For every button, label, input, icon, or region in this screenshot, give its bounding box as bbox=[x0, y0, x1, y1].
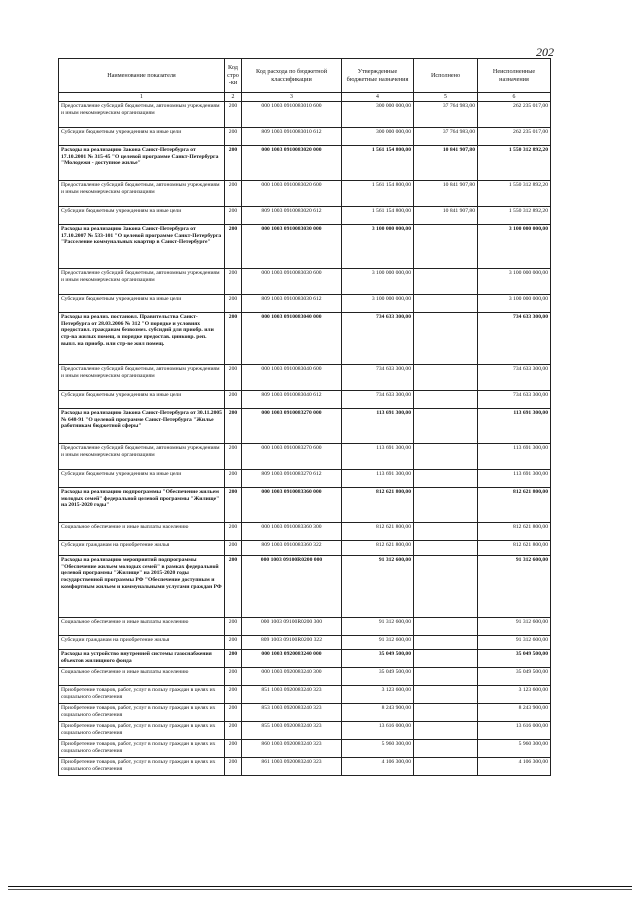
row-remaining-amount: 8 243 900,00 bbox=[478, 704, 551, 722]
row-executed-amount bbox=[414, 686, 478, 704]
table-row bbox=[59, 686, 551, 704]
row-remaining-amount: 113 691 300,00 bbox=[478, 444, 551, 470]
row-approved-amount: 3 123 600,00 bbox=[342, 686, 414, 704]
row-budget-code: 000 1003 0910083360 000 bbox=[242, 488, 342, 523]
column-header-name: Наименование показателя bbox=[59, 59, 225, 93]
row-name: Предоставление субсидий бюджетным, автономным учреждениям и иным некоммерческим организациям bbox=[59, 269, 225, 295]
row-name: Расходы на реализ. постановл. Правительства Санкт-Петербурга от 28.03.2006 № 312 "О порядке и условиях предоставл. гражданам безвозмез. субсидий для приобр. или стр-ва жилых помещ. в порядке предостав. цинковр. реп. выпл. на приобр. или стр-ве жил помещ. bbox=[59, 313, 225, 365]
row-budget-code: 000 1003 09100R0200 000 bbox=[242, 556, 342, 618]
table-row bbox=[59, 365, 551, 391]
row-remaining-amount: 1 550 312 892,20 bbox=[478, 207, 551, 225]
table-row bbox=[59, 704, 551, 722]
row-remaining-amount: 734 633 300,00 bbox=[478, 391, 551, 409]
table-row bbox=[59, 313, 551, 365]
bottom-rule bbox=[8, 886, 632, 887]
row-name: Предоставление субсидий бюджетным, автономным учреждениям и иным некоммерческим организациям bbox=[59, 444, 225, 470]
row-name: Приобретение товаров, работ, услуг в пользу граждан в целях их социального обеспечения bbox=[59, 722, 225, 740]
row-line-code: 200 bbox=[225, 391, 242, 409]
row-approved-amount: 1 561 154 800,00 bbox=[342, 181, 414, 207]
row-executed-amount bbox=[414, 269, 478, 295]
row-approved-amount: 812 621 800,00 bbox=[342, 488, 414, 523]
row-name: Расходы на реализацию Закона Санкт-Петербурга от 17.10.2001 № 315-45 "О целевой программе Санкт-Петербурга "Молодежи - доступное жилье" bbox=[59, 146, 225, 181]
row-budget-code: 000 1003 0910083360 300 bbox=[242, 523, 342, 541]
row-approved-amount: 3 100 000 000,00 bbox=[342, 295, 414, 313]
row-name: Расходы на реализацию Закона Санкт-Петербурга от 30.11.2005 № 648-91 "О целевой программе Санкт-Петербурга "Жилье работникам бюджетной сферы" bbox=[59, 409, 225, 444]
row-approved-amount: 35 049 500,00 bbox=[342, 650, 414, 668]
row-budget-code: 000 1003 0910083020 600 bbox=[242, 181, 342, 207]
budget-execution-table bbox=[58, 58, 551, 776]
table-row bbox=[59, 146, 551, 181]
table-row bbox=[59, 444, 551, 470]
row-remaining-amount: 812 621 800,00 bbox=[478, 523, 551, 541]
row-line-code: 200 bbox=[225, 704, 242, 722]
row-remaining-amount: 113 691 300,00 bbox=[478, 470, 551, 488]
table-row bbox=[59, 556, 551, 618]
row-line-code: 200 bbox=[225, 102, 242, 128]
row-remaining-amount: 812 621 800,00 bbox=[478, 541, 551, 556]
row-executed-amount: 37 764 983,00 bbox=[414, 102, 478, 128]
column-number: 4 bbox=[342, 93, 414, 102]
row-budget-code: 855 1003 0920083240 323 bbox=[242, 722, 342, 740]
row-remaining-amount: 734 633 300,00 bbox=[478, 313, 551, 365]
row-approved-amount: 91 312 600,00 bbox=[342, 618, 414, 636]
row-budget-code: 861 1003 0920083240 323 bbox=[242, 758, 342, 776]
row-line-code: 200 bbox=[225, 556, 242, 618]
row-executed-amount bbox=[414, 444, 478, 470]
row-budget-code: 000 1003 0920083240 300 bbox=[242, 668, 342, 686]
row-name: Субсидии бюджетным учреждениям на иные цели bbox=[59, 391, 225, 409]
row-executed-amount bbox=[414, 523, 478, 541]
row-executed-amount bbox=[414, 758, 478, 776]
table-row bbox=[59, 470, 551, 488]
row-executed-amount bbox=[414, 313, 478, 365]
table-row bbox=[59, 295, 551, 313]
row-approved-amount: 734 633 300,00 bbox=[342, 313, 414, 365]
row-approved-amount: 113 691 300,00 bbox=[342, 470, 414, 488]
table-body bbox=[59, 102, 551, 776]
row-budget-code: 809 1003 0910083020 612 bbox=[242, 207, 342, 225]
row-line-code: 200 bbox=[225, 541, 242, 556]
row-executed-amount: 37 764 983,00 bbox=[414, 128, 478, 146]
row-name: Субсидии гражданам на приобретение жилья bbox=[59, 541, 225, 556]
row-remaining-amount: 734 633 300,00 bbox=[478, 365, 551, 391]
row-budget-code: 809 1003 0910083040 612 bbox=[242, 391, 342, 409]
row-remaining-amount: 812 621 800,00 bbox=[478, 488, 551, 523]
table-row bbox=[59, 758, 551, 776]
row-approved-amount: 113 691 300,00 bbox=[342, 444, 414, 470]
column-number: 1 bbox=[59, 93, 225, 102]
row-name: Приобретение товаров, работ, услуг в пользу граждан в целях их социального обеспечения bbox=[59, 758, 225, 776]
row-name: Субсидии бюджетным учреждениям на иные цели bbox=[59, 207, 225, 225]
row-executed-amount bbox=[414, 488, 478, 523]
row-budget-code: 000 1003 0920083240 000 bbox=[242, 650, 342, 668]
row-budget-code: 000 1003 09100R0200 300 bbox=[242, 618, 342, 636]
row-name: Расходы на устройство внутренней системы газоснабжения объектов жилищного фонда bbox=[59, 650, 225, 668]
row-executed-amount bbox=[414, 704, 478, 722]
row-remaining-amount: 113 691 300,00 bbox=[478, 409, 551, 444]
bottom-rule bbox=[8, 889, 632, 890]
row-remaining-amount: 13 616 000,00 bbox=[478, 722, 551, 740]
row-approved-amount: 1 561 154 800,00 bbox=[342, 207, 414, 225]
row-line-code: 200 bbox=[225, 668, 242, 686]
row-executed-amount bbox=[414, 225, 478, 269]
row-budget-code: 000 1003 0910083020 000 bbox=[242, 146, 342, 181]
row-approved-amount: 734 633 300,00 bbox=[342, 391, 414, 409]
row-name: Предоставление субсидий бюджетным, автономным учреждениям и иным некоммерческим организациям bbox=[59, 181, 225, 207]
row-budget-code: 809 1003 0910083270 612 bbox=[242, 470, 342, 488]
row-name: Субсидии гражданам на приобретение жилья bbox=[59, 636, 225, 650]
row-budget-code: 809 1003 0910083360 322 bbox=[242, 541, 342, 556]
row-approved-amount: 812 621 800,00 bbox=[342, 541, 414, 556]
row-line-code: 200 bbox=[225, 636, 242, 650]
row-executed-amount bbox=[414, 541, 478, 556]
row-remaining-amount: 91 312 600,00 bbox=[478, 618, 551, 636]
row-approved-amount: 91 312 600,00 bbox=[342, 556, 414, 618]
row-executed-amount bbox=[414, 668, 478, 686]
row-budget-code: 851 1003 0920083240 323 bbox=[242, 686, 342, 704]
row-line-code: 200 bbox=[225, 225, 242, 269]
table-row bbox=[59, 488, 551, 523]
row-name: Субсидии бюджетным учреждениям на иные цели bbox=[59, 295, 225, 313]
row-line-code: 200 bbox=[225, 409, 242, 444]
table-row bbox=[59, 523, 551, 541]
row-approved-amount: 35 049 500,00 bbox=[342, 668, 414, 686]
table-row bbox=[59, 636, 551, 650]
column-number: 5 bbox=[414, 93, 478, 102]
table-row bbox=[59, 128, 551, 146]
table-row bbox=[59, 618, 551, 636]
row-budget-code: 809 1003 0910083030 612 bbox=[242, 295, 342, 313]
row-line-code: 200 bbox=[225, 722, 242, 740]
row-name: Предоставление субсидий бюджетным, автономным учреждениям и иным некоммерческим организациям bbox=[59, 102, 225, 128]
row-name: Приобретение товаров, работ, услуг в пользу граждан в целях их социального обеспечения bbox=[59, 704, 225, 722]
row-approved-amount: 13 616 000,00 bbox=[342, 722, 414, 740]
table-row bbox=[59, 269, 551, 295]
row-budget-code: 000 1003 0910083030 000 bbox=[242, 225, 342, 269]
row-approved-amount: 812 621 800,00 bbox=[342, 523, 414, 541]
row-remaining-amount: 35 049 500,00 bbox=[478, 668, 551, 686]
row-name: Приобретение товаров, работ, услуг в пользу граждан в целях их социального обеспечения bbox=[59, 686, 225, 704]
row-remaining-amount: 35 049 500,00 bbox=[478, 650, 551, 668]
row-line-code: 200 bbox=[225, 650, 242, 668]
row-executed-amount bbox=[414, 409, 478, 444]
row-approved-amount: 300 000 000,00 bbox=[342, 102, 414, 128]
row-budget-code: 000 1003 0910083030 600 bbox=[242, 269, 342, 295]
row-remaining-amount: 262 235 017,00 bbox=[478, 128, 551, 146]
row-name: Социальное обеспечение и иные выплаты населению bbox=[59, 668, 225, 686]
row-executed-amount: 10 841 907,80 bbox=[414, 207, 478, 225]
row-remaining-amount: 91 312 600,00 bbox=[478, 556, 551, 618]
row-remaining-amount: 5 960 300,00 bbox=[478, 740, 551, 758]
table-row bbox=[59, 225, 551, 269]
row-line-code: 200 bbox=[225, 444, 242, 470]
row-budget-code: 000 1003 0910083040 600 bbox=[242, 365, 342, 391]
row-approved-amount: 8 243 900,00 bbox=[342, 704, 414, 722]
column-number: 2 bbox=[225, 93, 242, 102]
row-line-code: 200 bbox=[225, 618, 242, 636]
column-number-row bbox=[59, 93, 551, 102]
row-approved-amount: 3 100 000 000,00 bbox=[342, 269, 414, 295]
table-row bbox=[59, 722, 551, 740]
row-executed-amount bbox=[414, 365, 478, 391]
row-name: Социальное обеспечение и иные выплаты населению bbox=[59, 523, 225, 541]
row-remaining-amount: 1 550 312 892,20 bbox=[478, 181, 551, 207]
row-executed-amount bbox=[414, 650, 478, 668]
column-header-budget-code: Код расхода по бюджетной классификации bbox=[242, 59, 342, 93]
table-row bbox=[59, 391, 551, 409]
row-executed-amount: 10 841 907,80 bbox=[414, 146, 478, 181]
row-budget-code: 000 1003 0910083010 600 bbox=[242, 102, 342, 128]
row-remaining-amount: 3 123 600,00 bbox=[478, 686, 551, 704]
row-line-code: 200 bbox=[225, 758, 242, 776]
row-approved-amount: 734 633 300,00 bbox=[342, 365, 414, 391]
table-row bbox=[59, 541, 551, 556]
table-row bbox=[59, 409, 551, 444]
row-budget-code: 000 1003 0910083040 000 bbox=[242, 313, 342, 365]
row-name: Расходы на реализацию Закона Санкт-Петербурга от 17.10.2007 № 533-101 "О целевой программе Санкт-Петербурга "Расселение коммунальных квартир в Санкт-Петербурге" bbox=[59, 225, 225, 269]
row-executed-amount bbox=[414, 470, 478, 488]
row-line-code: 200 bbox=[225, 313, 242, 365]
row-executed-amount bbox=[414, 722, 478, 740]
table-header-row bbox=[59, 59, 551, 93]
row-remaining-amount: 1 550 312 892,20 bbox=[478, 146, 551, 181]
row-approved-amount: 300 000 000,00 bbox=[342, 128, 414, 146]
table-row bbox=[59, 207, 551, 225]
row-name: Социальное обеспечение и иные выплаты населению bbox=[59, 618, 225, 636]
row-line-code: 200 bbox=[225, 181, 242, 207]
row-line-code: 200 bbox=[225, 146, 242, 181]
table-row bbox=[59, 740, 551, 758]
row-remaining-amount: 3 100 000 000,00 bbox=[478, 295, 551, 313]
row-remaining-amount: 4 106 300,00 bbox=[478, 758, 551, 776]
row-name: Приобретение товаров, работ, услуг в пользу граждан в целях их социального обеспечения bbox=[59, 740, 225, 758]
row-executed-amount bbox=[414, 556, 478, 618]
table-row bbox=[59, 102, 551, 128]
row-budget-code: 860 1003 0920083240 323 bbox=[242, 740, 342, 758]
row-approved-amount: 3 100 000 000,00 bbox=[342, 225, 414, 269]
row-executed-amount bbox=[414, 740, 478, 758]
column-header-remaining: Неисполненные назначения bbox=[478, 59, 551, 93]
row-line-code: 200 bbox=[225, 269, 242, 295]
row-line-code: 200 bbox=[225, 740, 242, 758]
row-name: Расходы на реализацию мероприятий подпрограммы "Обеспечение жильем молодых семей" в рамках федеральной целевой программы "Жилище" на 2015-2020 годы государственной программы РФ "Обеспечение доступным и комфортным жильем и коммунальными услугами граждан РФ bbox=[59, 556, 225, 618]
row-executed-amount bbox=[414, 391, 478, 409]
row-budget-code: 809 1003 09100R0200 322 bbox=[242, 636, 342, 650]
row-remaining-amount: 91 312 600,00 bbox=[478, 636, 551, 650]
row-approved-amount: 113 691 300,00 bbox=[342, 409, 414, 444]
row-name: Субсидии бюджетным учреждениям на иные цели bbox=[59, 128, 225, 146]
row-budget-code: 000 1003 0910083270 600 bbox=[242, 444, 342, 470]
row-line-code: 200 bbox=[225, 523, 242, 541]
row-line-code: 200 bbox=[225, 295, 242, 313]
row-executed-amount bbox=[414, 295, 478, 313]
table-row bbox=[59, 668, 551, 686]
column-header-executed: Исполнено bbox=[414, 59, 478, 93]
column-header-approved: Утвержденные бюджетные назначения bbox=[342, 59, 414, 93]
row-line-code: 200 bbox=[225, 488, 242, 523]
row-remaining-amount: 3 100 000 000,00 bbox=[478, 225, 551, 269]
row-budget-code: 809 1003 0910083010 612 bbox=[242, 128, 342, 146]
table-row bbox=[59, 650, 551, 668]
row-approved-amount: 4 106 300,00 bbox=[342, 758, 414, 776]
row-remaining-amount: 262 235 017,00 bbox=[478, 102, 551, 128]
row-line-code: 200 bbox=[225, 207, 242, 225]
row-budget-code: 000 1003 0910083270 000 bbox=[242, 409, 342, 444]
row-approved-amount: 1 561 154 800,00 bbox=[342, 146, 414, 181]
row-line-code: 200 bbox=[225, 686, 242, 704]
row-remaining-amount: 3 100 000 000,00 bbox=[478, 269, 551, 295]
row-line-code: 200 bbox=[225, 128, 242, 146]
row-budget-code: 853 1003 0920083240 323 bbox=[242, 704, 342, 722]
row-line-code: 200 bbox=[225, 470, 242, 488]
row-executed-amount bbox=[414, 636, 478, 650]
page-number: 202 bbox=[536, 45, 554, 59]
row-name: Предоставление субсидий бюджетным, автономным учреждениям и иным некоммерческим организациям bbox=[59, 365, 225, 391]
row-executed-amount bbox=[414, 618, 478, 636]
row-name: Субсидии бюджетным учреждениям на иные цели bbox=[59, 470, 225, 488]
column-number: 6 bbox=[478, 93, 551, 102]
column-number: 3 bbox=[242, 93, 342, 102]
row-name: Расходы на реализацию подпрограммы "Обеспечение жильем молодых семей" федеральной целевой программы "Жилище" на 2015-2020 годы" bbox=[59, 488, 225, 523]
row-approved-amount: 91 312 600,00 bbox=[342, 636, 414, 650]
row-line-code: 200 bbox=[225, 365, 242, 391]
table-row bbox=[59, 181, 551, 207]
row-approved-amount: 5 960 300,00 bbox=[342, 740, 414, 758]
row-executed-amount: 10 841 907,80 bbox=[414, 181, 478, 207]
column-header-line-code: Код стро-ки bbox=[225, 59, 242, 93]
